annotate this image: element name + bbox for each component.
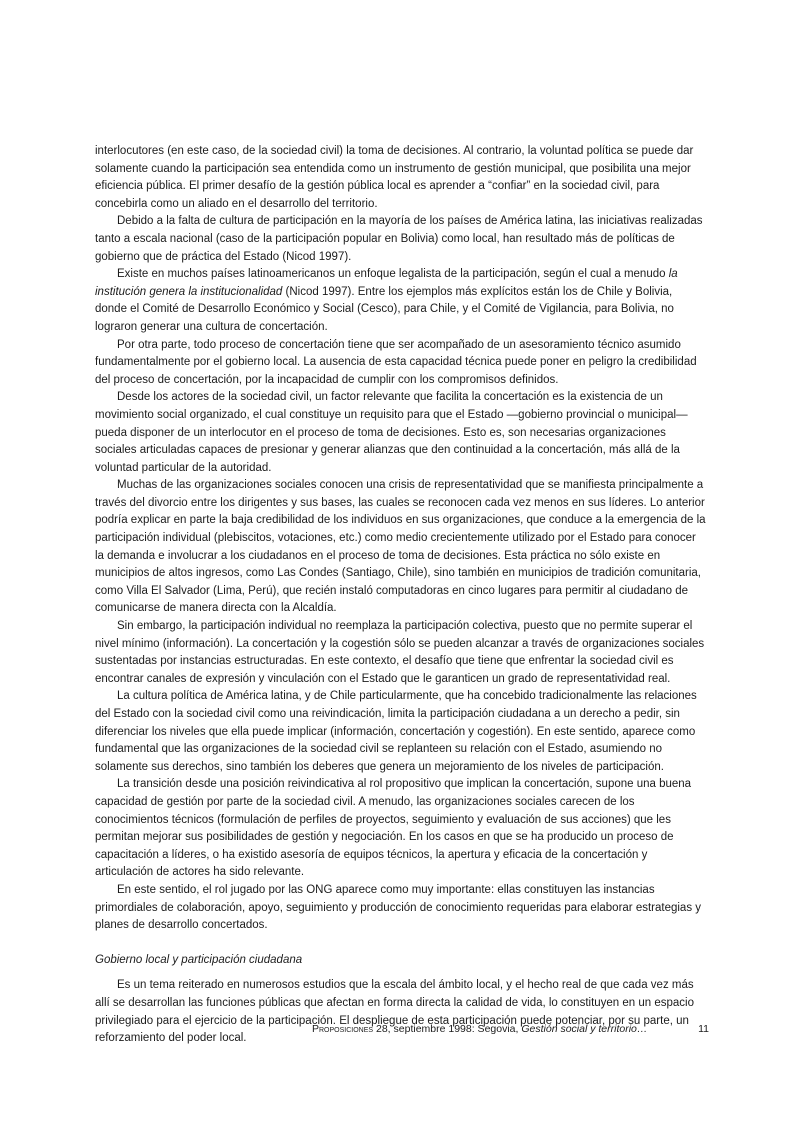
body-paragraph — [95, 882, 707, 935]
body-paragraph — [95, 143, 707, 213]
paragraph-text: interlocutores (en este caso, de la sociedad civil) la toma de decisiones. Al contrario, la voluntad política se puede dar solamente cuando la participación sea entendida como un instrumento de gestión municipal, que posibilita una mejor eficiencia pública. El primer desafío de la gestión pública local es aprender a “confiar” en la sociedad civil, para concebirla como un aliado en el desarrollo del territorio. — [95, 145, 694, 210]
paragraph-text: Existe en muchos países latinoamericanos un enfoque legalista de la participación, según el cual a menudo — [117, 268, 669, 281]
paragraph-text: Por otra parte, todo proceso de concertación tiene que ser acompañado de un asesoramiento técnico asumido fundamentalmente por el gobierno local. La ausencia de esta capacidad técnica puede poner en peligro la credibilidad del proceso de concertación, por la incapacidad de cumplir con los compromisos definidos. — [95, 338, 697, 386]
paragraph-text: Debido a la falta de cultura de participación en la mayoría de los países de América latina, las iniciativas realizadas tanto a escala nacional (caso de la participación popular en Bolivia) como local, han resultado más de políticas de gobierno que de práctica del Estado (Nicod 1997). — [95, 215, 703, 263]
italic-phrase: la institución genera la institucionalidad — [95, 268, 678, 298]
body-paragraph — [95, 266, 707, 336]
body-paragraph — [95, 213, 707, 266]
footer-journal-name: Proposiciones — [312, 1023, 374, 1035]
footer-article-title: Gestión social y territorio… — [521, 1023, 648, 1035]
paragraph-text: Sin embargo, la participación individual no reemplaza la participación colectiva, puesto que no permite superar el nivel mínimo (información). La concertación y la cogestión sólo se pueden alcanzar a través de organizaciones sociales sustentadas por instancias estructuradas. En este contexto, el desafío que tiene que enfrentar la sociedad civil es encontrar canales de expresión y vinculación con el Estado que le garanticen un grado de representatividad real. — [95, 620, 705, 685]
document-page — [95, 143, 707, 1048]
body-paragraph — [95, 477, 707, 618]
body-paragraph — [95, 977, 707, 1047]
paragraph-text: La cultura política de América latina, y de Chile particularmente, que ha concebido tradicionalmente las relaciones del Estado con la sociedad civil como una reivindicación, limita la participación ciudadana a un derecho a pedir, sin diferenciar los niveles que ella puede implicar (información, concertación y cogestión). En este sentido, aparece como fundamental que las organizaciones de la sociedad civil se replanteen su relación con el Estado, asumiendo no solamente sus derechos, sino también los deberes que genera un mejoramiento de los niveles de participación. — [95, 690, 697, 773]
paragraph-text: Es un tema reiterado en numerosos estudios que la escala del ámbito local, y el hecho real de que cada vez más allí se desarrollan las funciones públicas que afectan en forma directa la calidad de vida, lo constituyen en un espacio privilegiado para el ejercicio de la participación. El despliegue de esta participación puede potenciar, por su parte, un reforzamiento del poder local. — [95, 979, 695, 1045]
section-heading: Gobierno local y participación ciudadana — [95, 953, 303, 966]
body-paragraph — [95, 337, 707, 390]
paragraph-text: La transición desde una posición reivindicativa al rol propositivo que implican la concertación, supone una buena capacidad de gestión por parte de la sociedad civil. A menudo, las organizaciones sociales carecen de los conocimientos técnicos (formulación de perfiles de proyectos, seguimiento y evaluación de sus acciones) que les permitan mejorar sus posibilidades de gestión y negociación. En los casos en que se ha producido un proceso de capacitación a líderes, o ha existido asesoría de equipos técnicos, la apertura y eficacia de la concertación y articulación de actores ha sido relevante. — [95, 778, 692, 879]
body-paragraph — [95, 776, 707, 882]
section-body-text — [95, 977, 707, 1047]
body-paragraph — [95, 389, 707, 477]
paragraph-text: Desde los actores de la sociedad civil, un factor relevante que facilita la concertación es la existencia de un movimiento social organizado, el cual constituye un requisito para que el Estado —gobierno provincial o municipal—pueda disponer de un interlocutor en el proceso de toma de decisiones. Esto es, son necesarias organizaciones sociales articuladas capaces de presionar y generar alianzas que den continuidad a la concertación, más allá de la voluntad particular de la autoridad. — [95, 391, 688, 474]
footer-issue-info: 28, septiembre 1998: Segovia, — [373, 1023, 522, 1035]
paragraph-text: (Nicod 1997). Entre los ejemplos más explícitos están los de Chile y Bolivia, donde el Comité de Desarrollo Económico y Social (Cesco), para Chile, y el Comité de Vigilancia, para Bolivia, no lograron generar una cultura de concertación. — [95, 285, 674, 333]
body-text — [95, 143, 707, 935]
paragraph-text: En este sentido, el rol jugado por las ONG aparece como muy importante: ellas constituyen las instancias primordiales de colaboración, apoyo, seguimiento y producción de conocimiento requeridas para elaborar estrategias y planes de desarrollo concertados. — [95, 883, 702, 932]
paragraph-text: Muchas de las organizaciones sociales conocen una crisis de representatividad que se manifiesta principalmente a través del divorcio entre los dirigentes y sus bases, las cuales se reconocen cada vez menos en sus líderes. Lo anterior podría explicar en parte la baja credibilidad de los individuos en sus organizaciones, que conduce a la emergencia de la participación individual (plebiscitos, votaciones, etc.) como medio crecientemente utilizado por el Estado para conocer la demanda e involucrar a los ciudadanos en el proceso de toma de decisiones. Esta práctica no sólo existe en municipios de altos ingresos, como Las Condes (Santiago, Chile), sino también en municipios de tradición comunitaria, como Villa El Salvador (Lima, Perú), que recién instaló computadoras en cinco lugares para permitir al ciudadano de comunicarse de manera directa con la Alcaldía. — [95, 479, 706, 615]
body-paragraph — [95, 688, 707, 776]
body-paragraph — [95, 618, 707, 688]
page-footer — [312, 1022, 709, 1036]
page-number: 11 — [698, 1023, 709, 1035]
